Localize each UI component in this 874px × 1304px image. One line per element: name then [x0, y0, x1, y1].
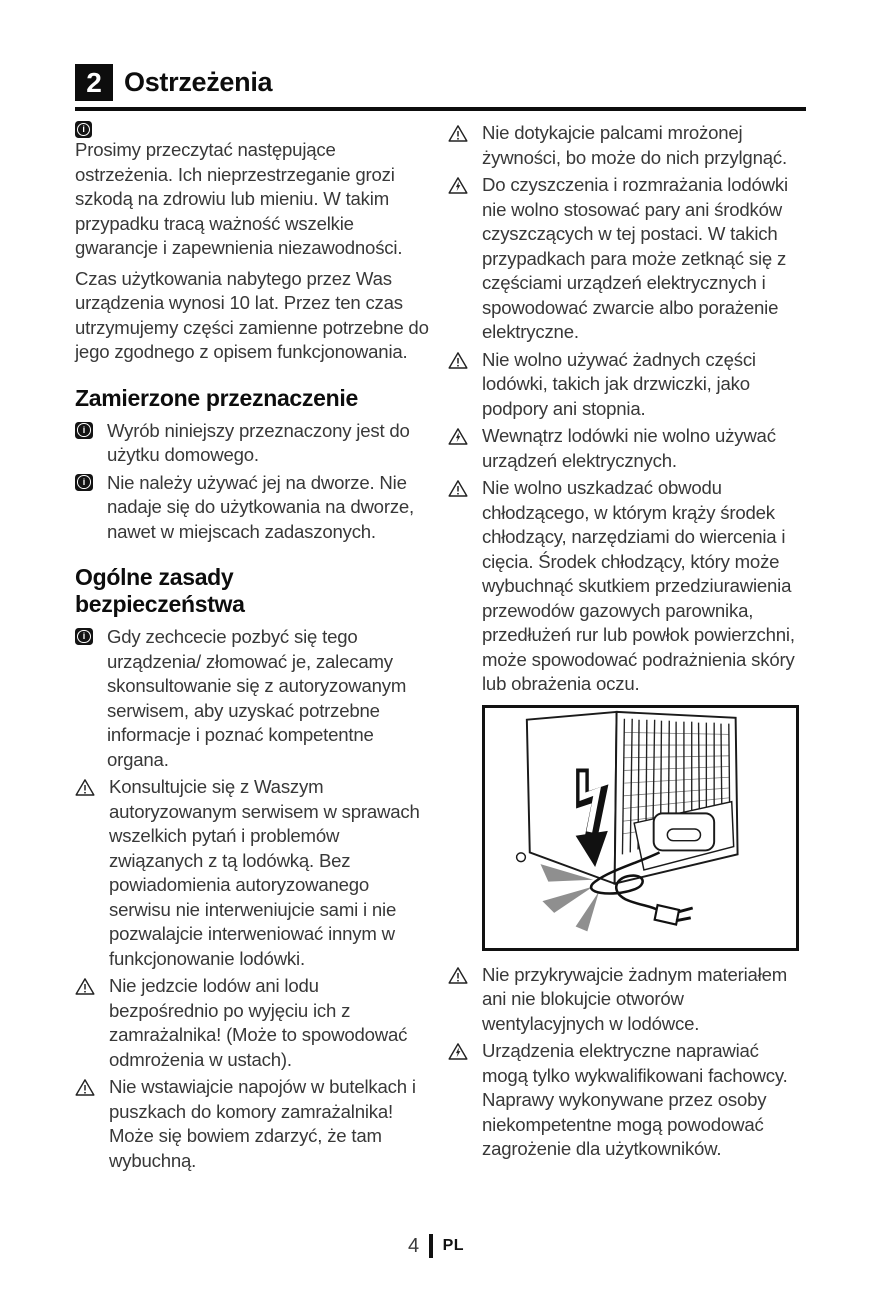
- electric-warning-icon: [448, 176, 468, 345]
- list-item-text: Konsultujcie się z Waszym autoryzowanym serwisem w sprawach wszelkich pytań i problemów związanych z tą lodówką. Bez powiadomienia autoryzowanego serwisu nie interweniujcie sami i nie pozwalajcie interweniować innym w funkcjonowanie lodówki.: [109, 776, 420, 969]
- list-item: [448, 348, 808, 422]
- warning-icon: [75, 778, 95, 971]
- left-column: [75, 121, 430, 1176]
- list-item: [448, 963, 808, 1037]
- page-number: 4: [408, 1234, 420, 1257]
- warning-icon: [448, 124, 468, 170]
- info-icon: [75, 474, 93, 491]
- info-icon: [75, 628, 93, 645]
- list-item-text: Nie przykrywajcie żadnym materiałem ani nie blokujcie otworów wentylacyjnych w lodówce.: [482, 963, 788, 1034]
- list-item-text: Urządzenia elektryczne naprawiać mogą tylko wykwalifikowani fachowcy. Naprawy wykonywane przez osoby niekompetentne mogą powodować zagrożenie dla użytkowników.: [482, 1040, 788, 1159]
- language-code: PL: [442, 1237, 465, 1254]
- section-title-line: bezpieczeństwa: [75, 591, 245, 617]
- intro-paragraph: [75, 121, 430, 261]
- manual-page: [0, 64, 874, 1304]
- chapter-number-badge: 2: [75, 64, 113, 101]
- refrigerator-cord-hazard-illustration: [482, 705, 799, 951]
- list-item: [448, 424, 808, 473]
- warning-icon: [448, 966, 468, 1037]
- list-item: [75, 1075, 430, 1173]
- intro-text: Prosimy przeczytać następujące ostrzeżenia. Ich nieprzestrzeganie grozi szkodą na zdrowiu lub mieniu. W takim przypadku tracą ważność wszelkie gwarancje i zapewnienia niezawodności.: [75, 139, 403, 258]
- section-title-line: Ogólne zasady: [75, 564, 234, 590]
- list-item-text: Nie wstawiajcie napojów w butelkach i puszkach do komory zamrażalnika! Może się bowiem zdarzyć, że tam wybuchną.: [109, 1076, 416, 1171]
- section-title-intended-use: Zamierzone przeznaczenie: [75, 384, 358, 411]
- list-item: [448, 121, 808, 170]
- info-icon: [75, 121, 92, 138]
- list-item: [75, 419, 430, 468]
- list-item: [75, 775, 430, 971]
- list-item: [448, 173, 808, 345]
- warning-icon: [448, 479, 468, 697]
- list-item-text: Nie należy używać jej na dworze. Nie nadaje się do użytkowania na dworze, nawet w miejscach zadaszonych.: [107, 471, 415, 542]
- footer-divider: [429, 1234, 433, 1258]
- list-item: [75, 471, 430, 545]
- section-title-general-safety: [75, 564, 430, 618]
- list-item-text: Wewnątrz lodówki nie wolno używać urządzeń elektrycznych.: [482, 425, 776, 471]
- warning-icon: [448, 351, 468, 422]
- list-item: [75, 625, 430, 772]
- list-item: [448, 476, 808, 697]
- list-item: [75, 974, 430, 1072]
- service-life-paragraph: Czas użytkowania nabytego przez Was urządzenia wynosi 10 lat. Przez ten czas utrzymujemy części zamienne potrzebne do jego zgodnego z opisem funkcjonowania.: [75, 267, 429, 362]
- list-item-text: Nie wolno uszkadzać obwodu chłodzącego, w którym krąży środek chłodzący, narzędziami do wiercenia i cięcia. Środek chłodzący, który może wybuchnąć skutkiem przedziurawienia przewodów gazowych parownika, przedłużeń rur lub powłok powierzchni, może spowodować podrażnienia skóry lub obrażenia oczu.: [482, 477, 795, 694]
- header-divider: [75, 107, 806, 111]
- list-item-text: Nie jedzcie lodów ani lodu bezpośrednio po wyjęciu ich z zamrażalnika! (Może to spowodować odmrożenia w ustach).: [109, 975, 408, 1070]
- list-item-text: Wyrób niniejszy przeznaczony jest do użytku domowego.: [107, 419, 410, 465]
- warning-icon: [75, 977, 95, 1072]
- page-footer: [408, 1234, 464, 1258]
- electric-warning-icon: [448, 1042, 468, 1162]
- list-item-text: Nie dotykajcie palcami mrożonej żywności, bo może do nich przylgnąć.: [482, 122, 787, 168]
- warning-icon: [75, 1078, 95, 1173]
- right-column: [448, 121, 808, 1176]
- list-item-text: Nie wolno używać żadnych części lodówki, takich jak drzwiczki, jako podpory ani stopnia.: [482, 348, 756, 419]
- electric-warning-icon: [448, 427, 468, 473]
- page-header: [75, 64, 806, 111]
- list-item-text: Gdy zechcecie pozbyć się tego urządzenia/ złomować je, zalecamy skonsultowanie się z autoryzowanym serwisem, aby uzyskać potrzebne informacje i poznać kompetentne organa.: [107, 626, 407, 770]
- page-title: Ostrzeżenia: [124, 67, 273, 97]
- list-item: [448, 1039, 808, 1162]
- info-icon: [75, 422, 93, 439]
- list-item-text: Do czyszczenia i rozmrażania lodówki nie wolno stosować pary ani środków czyszczących w tej postaci. W takich przypadkach para może zetknąć się z częściami urządzeń elektrycznych i spowodować zwarcie albo porażenie elektryczne.: [482, 174, 788, 342]
